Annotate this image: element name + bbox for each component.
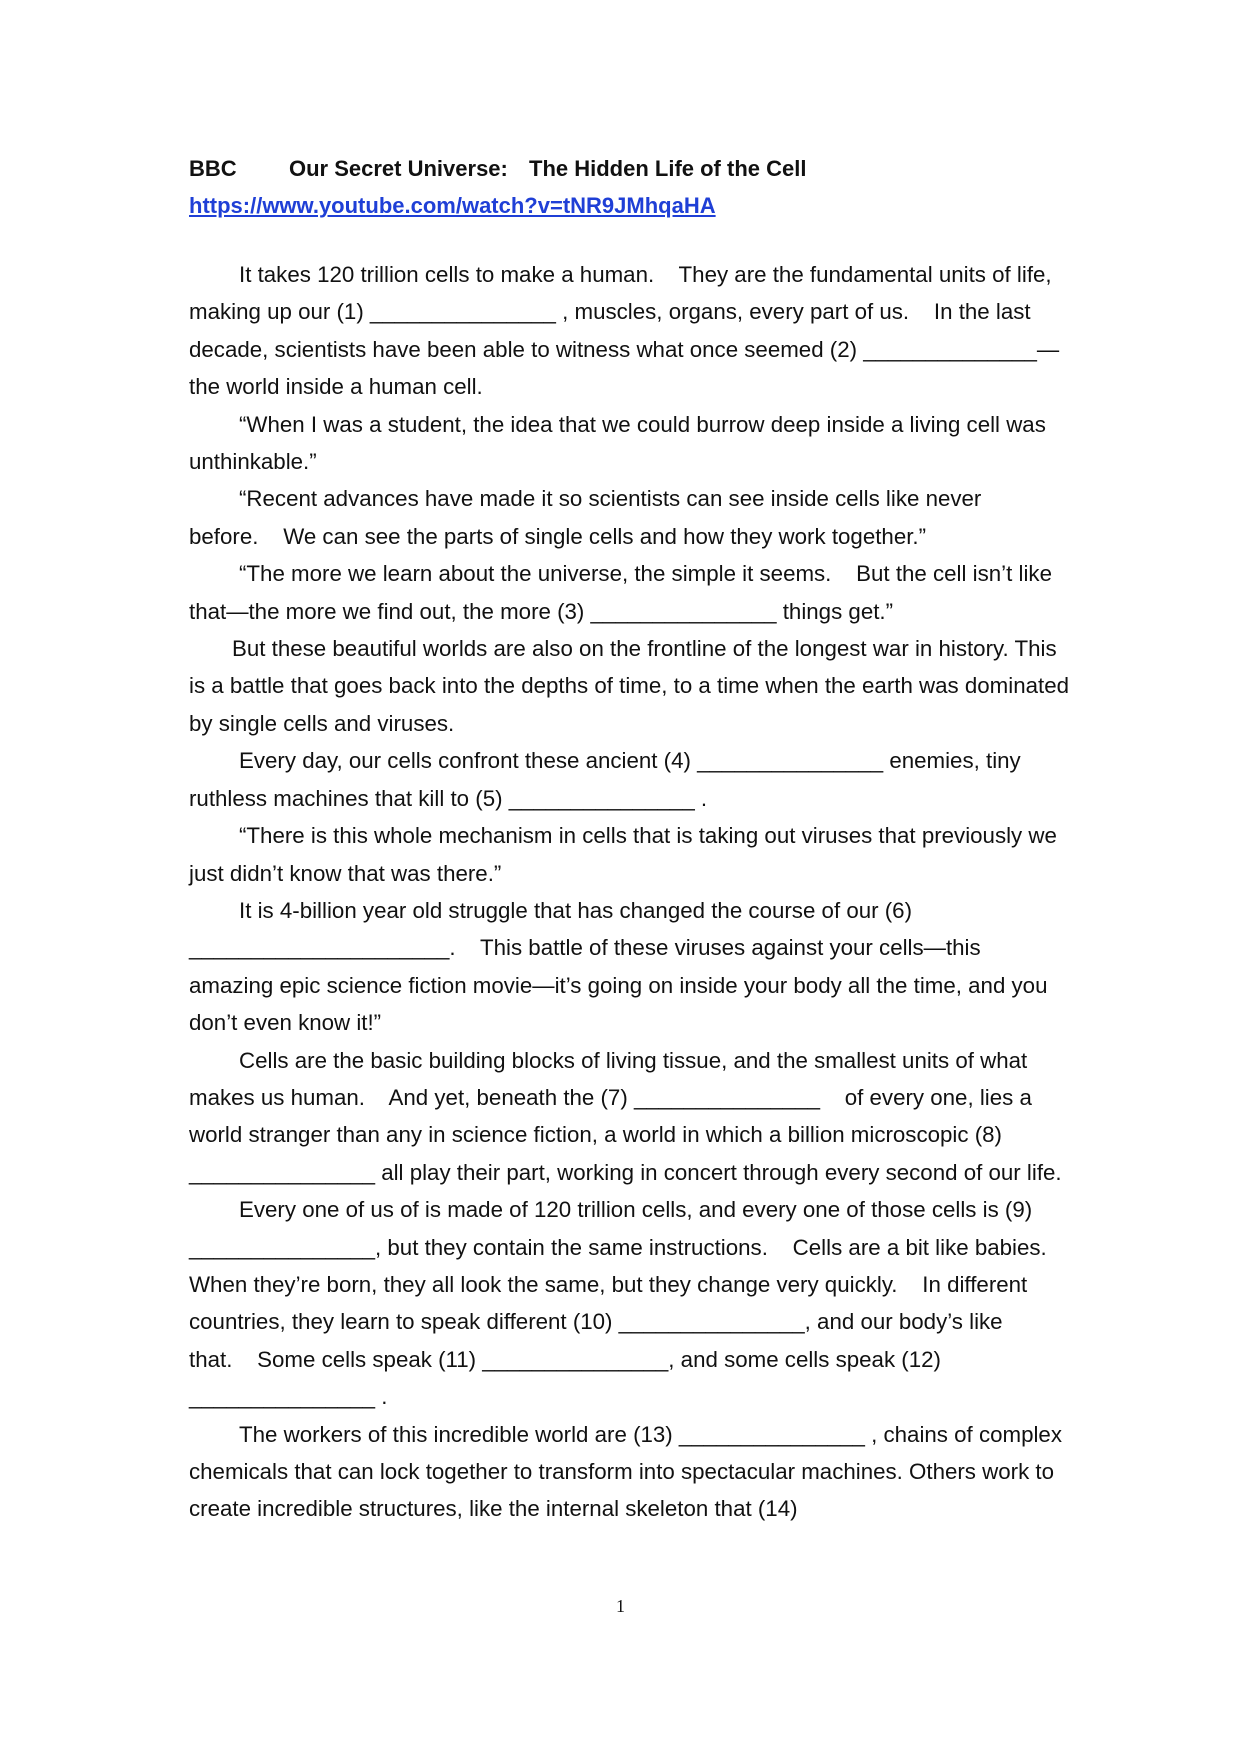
paragraph-7: “There is this whole mechanism in cells that is taking out viruses that previously we just didn’t know that was there.”: [189, 823, 1057, 886]
paragraph-10: Every one of us of is made of 120 trillion cells, and every one of those cells is (9) _______________, but they contain the same instructions. Cells are a bit like babies. When they’re born, they all look the same, but they change very quickly. In different countries, they learn to speak different (10) _______________, and our body’s like that. Some cells speak (11) _______________, and some cells speak (12) _______________ .: [189, 1197, 1047, 1410]
paragraph-2: “When I was a student, the idea that we could burrow deep inside a living cell was unthinkable.”: [189, 411, 1046, 475]
document-page: [189, 150, 1069, 1528]
title-series: Our Secret Universe:: [289, 156, 508, 181]
paragraph-3: “Recent advances have made it so scientists can see inside cells like never before. We can see the parts of single cells and how they work together.”: [189, 486, 982, 549]
document-title: [189, 150, 1069, 187]
paragraph-9: Cells are the basic building blocks of living tissue, and the smallest units of what makes us human. And yet, beneath the (7) _______________ of every one, lies a world stranger than any in science fiction, a world in which a billion microscopic (8) _______________ all play their part, working in concert through every second of our life.: [189, 1047, 1062, 1185]
paragraph-6: Every day, our cells confront these ancient (4) _______________ enemies, tiny ruthless machines that kill to (5) _______________ .: [189, 748, 1021, 811]
paragraph-8: It is 4-billion year old struggle that has changed the course of our (6) _____________________. This battle of these viruses against your cells—this amazing epic science fiction movie—it’s going on inside your body all the time, and you don’t even know it!”: [189, 897, 1048, 1036]
paragraph-1: It takes 120 trillion cells to make a human. They are the fundamental units of life, making up our (1) _______________ , muscles, organs, every part of us. In the last decade, scientists have been able to witness what once seemed (2) ______________—the world inside a human cell.: [189, 262, 1060, 400]
paragraph-4: “The more we learn about the universe, the simple it seems. But the cell isn’t like that—the more we find out, the more (3) _______________ things get.”: [189, 561, 1052, 624]
page-number: 1: [616, 1596, 625, 1616]
video-link[interactable]: https://www.youtube.com/watch?v=tNR9JMhqaHA: [189, 193, 716, 218]
paragraph-5: But these beautiful worlds are also on the frontline of the longest war in history. This is a battle that goes back into the depths of time, to a time when the earth was dominated by single cells and viruses.: [189, 636, 1070, 736]
paragraph-11: The workers of this incredible world are (13) _______________ , chains of complex chemicals that can lock together to transform into spectacular machines. Others work to create incredible structures, like the internal skeleton that (14): [189, 1421, 1062, 1522]
article-body: [189, 256, 1069, 1528]
title-source: BBC: [189, 156, 237, 181]
title-episode: The Hidden Life of the Cell: [529, 156, 807, 181]
